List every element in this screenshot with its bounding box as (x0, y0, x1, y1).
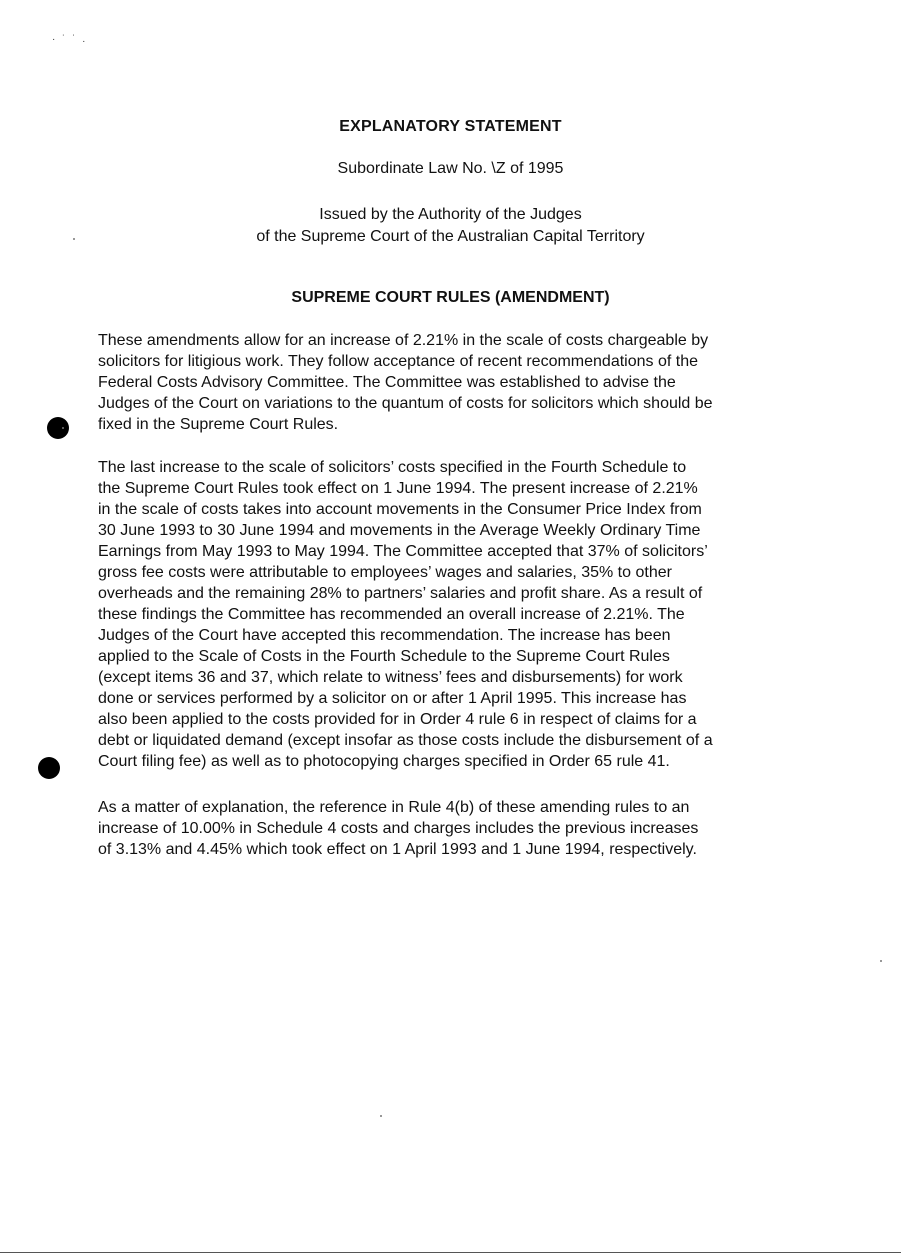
paragraph-line: also been applied to the costs provided for in Order 4 rule 6 in respect of claims for a (98, 711, 697, 728)
paragraph-line: done or services performed by a solicitor on or after 1 April 1995. This increase has (98, 690, 687, 707)
law-number: Subordinate Law No. \Z of 1995 (337, 160, 564, 177)
authority-line-1: Issued by the Authority of the Judges (319, 206, 582, 223)
punch-hole-bottom (38, 757, 60, 779)
paragraph-line: gross fee costs were attributable to employees’ wages and salaries, 35% to other (98, 564, 672, 581)
paragraph-line: Court filing fee) as well as to photocopying charges specified in Order 65 rule 41. (98, 753, 670, 770)
paragraph-line: Federal Costs Advisory Committee. The Committee was established to advise the (98, 374, 676, 391)
paragraph-line: solicitors for litigious work. They follow acceptance of recent recommendations of the (98, 353, 698, 370)
issuing-authority (0, 204, 901, 248)
paragraph-line: increase of 10.00% in Schedule 4 costs and charges includes the previous increases (98, 820, 699, 837)
scan-specks: · ˙ ˙ . (52, 34, 88, 45)
scan-speck (880, 960, 882, 962)
paragraph-line: Judges of the Court have accepted this recommendation. The increase has been (98, 627, 671, 644)
paragraph-line: these findings the Committee has recommended an overall increase of 2.21%. The (98, 606, 685, 623)
paragraph-line: the Supreme Court Rules took effect on 1 June 1994. The present increase of 2.21% (98, 480, 698, 497)
paragraph-line: The last increase to the scale of solicitors’ costs specified in the Fourth Schedule to (98, 459, 687, 476)
paragraph-line: overheads and the remaining 28% to partners’ salaries and profit share. As a result of (98, 585, 703, 602)
paragraph-line: 30 June 1993 to 30 June 1994 and movements in the Average Weekly Ordinary Time (98, 522, 701, 539)
paragraph-1 (98, 330, 808, 435)
authority-line-2: of the Supreme Court of the Australian Capital Territory (256, 228, 645, 245)
paragraph-line: Judges of the Court on variations to the quantum of costs for solicitors which should be (98, 395, 713, 412)
paragraph-line: As a matter of explanation, the reference in Rule 4(b) of these amending rules to an (98, 799, 690, 816)
paragraph-2 (98, 457, 808, 772)
punch-hole-top (47, 417, 69, 439)
paragraph-3 (98, 797, 808, 860)
scan-speck (73, 238, 75, 240)
paragraph-line: of 3.13% and 4.45% which took effect on 1 April 1993 and 1 June 1994, respectively. (98, 841, 697, 858)
paragraph-line: fixed in the Supreme Court Rules. (98, 416, 339, 433)
paragraph-line: Earnings from May 1993 to May 1994. The Committee accepted that 37% of solicitors’ (98, 543, 708, 560)
paragraph-line: applied to the Scale of Costs in the Fourth Schedule to the Supreme Court Rules (98, 648, 670, 665)
document-title: EXPLANATORY STATEMENT (339, 118, 562, 135)
paragraph-line: in the scale of costs takes into account movements in the Consumer Price Index from (98, 501, 702, 518)
rules-heading: SUPREME COURT RULES (AMENDMENT) (291, 289, 610, 306)
scan-speck (62, 427, 64, 429)
paragraph-line: These amendments allow for an increase of 2.21% in the scale of costs chargeable by (98, 332, 709, 349)
paragraph-line: debt or liquidated demand (except insofar as those costs include the disbursement of a (98, 732, 713, 749)
paragraph-line: (except items 36 and 37, which relate to witness’ fees and disbursements) for work (98, 669, 683, 686)
page-bottom-edge (0, 1252, 901, 1253)
scan-speck (380, 1115, 382, 1117)
